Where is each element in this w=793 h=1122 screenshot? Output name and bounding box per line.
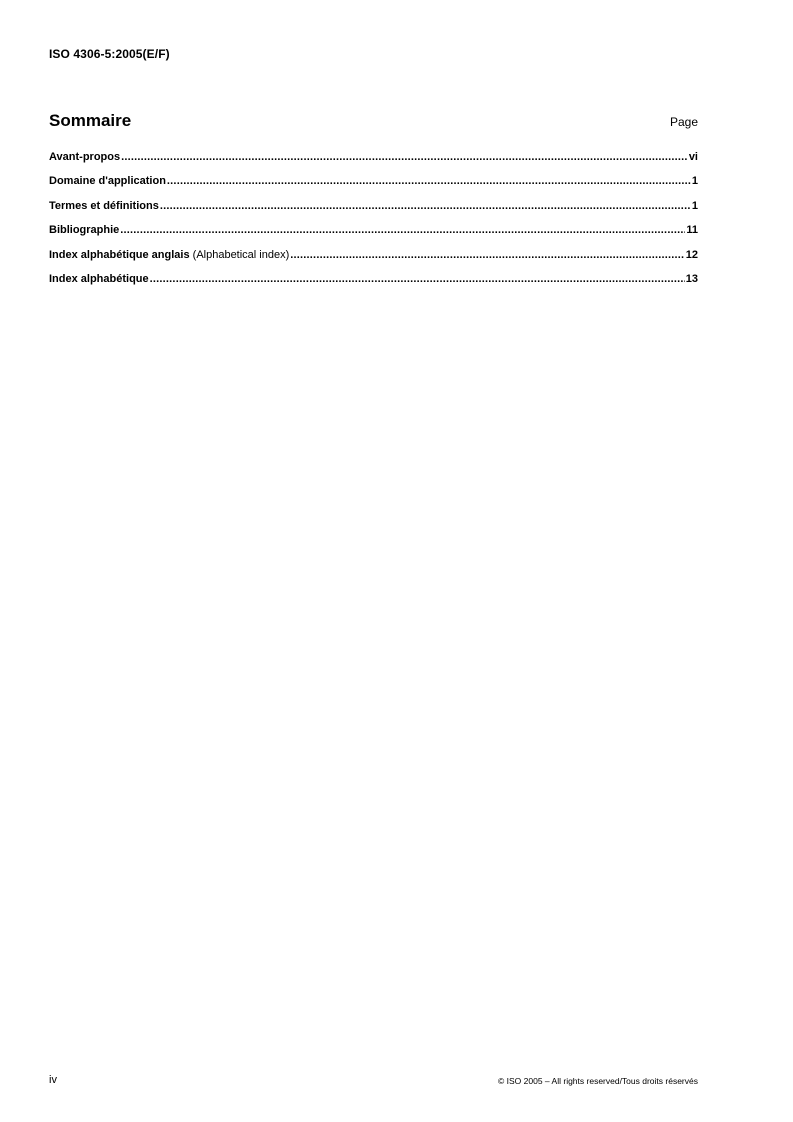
toc-entry-label	[49, 249, 289, 261]
toc-entry-label: Domaine d'application	[49, 175, 166, 188]
toc-dot-leader	[290, 249, 684, 261]
toc-entry-page: 13	[685, 272, 698, 285]
toc-entry-termes-definitions[interactable]	[49, 200, 698, 224]
toc-dot-leader	[121, 151, 688, 163]
toc-dot-leader	[167, 175, 691, 187]
toc-dot-leader	[150, 273, 685, 285]
toc-entry-page: 1	[691, 175, 698, 188]
footer-copyright: © ISO 2005 – All rights reserved/Tous droits réservés	[498, 1076, 698, 1086]
toc-entry-avant-propos[interactable]	[49, 151, 698, 175]
toc-entry-page: vi	[688, 151, 698, 163]
footer-page-number: iv	[49, 1074, 57, 1086]
toc-entry-page: 12	[685, 248, 698, 261]
table-of-contents	[49, 151, 698, 297]
toc-title: Sommaire	[49, 111, 132, 130]
toc-entry-page: 1	[691, 199, 698, 212]
toc-entry-index-alphabetique[interactable]	[49, 273, 698, 297]
toc-entry-label-main: Index alphabétique anglais	[49, 248, 190, 261]
toc-entry-label: Bibliographie	[49, 224, 120, 237]
document-reference: ISO 4306-5:2005(E/F)	[49, 47, 170, 61]
toc-entry-label: Termes et définitions	[49, 199, 159, 212]
toc-entry-label: Avant-propos	[49, 151, 121, 163]
toc-entry-label: Index alphabétique	[49, 272, 149, 285]
toc-dot-leader	[120, 224, 685, 236]
toc-entry-page: 11	[686, 224, 698, 237]
toc-entry-bibliographie[interactable]	[49, 224, 698, 248]
toc-dot-leader	[160, 200, 691, 212]
toc-entry-domaine-application[interactable]	[49, 175, 698, 199]
toc-entry-label-sub: (Alphabetical index)	[189, 248, 290, 261]
toc-page-column-label: Page	[669, 115, 698, 129]
toc-heading	[49, 111, 698, 131]
toc-entry-index-anglais[interactable]	[49, 249, 698, 273]
